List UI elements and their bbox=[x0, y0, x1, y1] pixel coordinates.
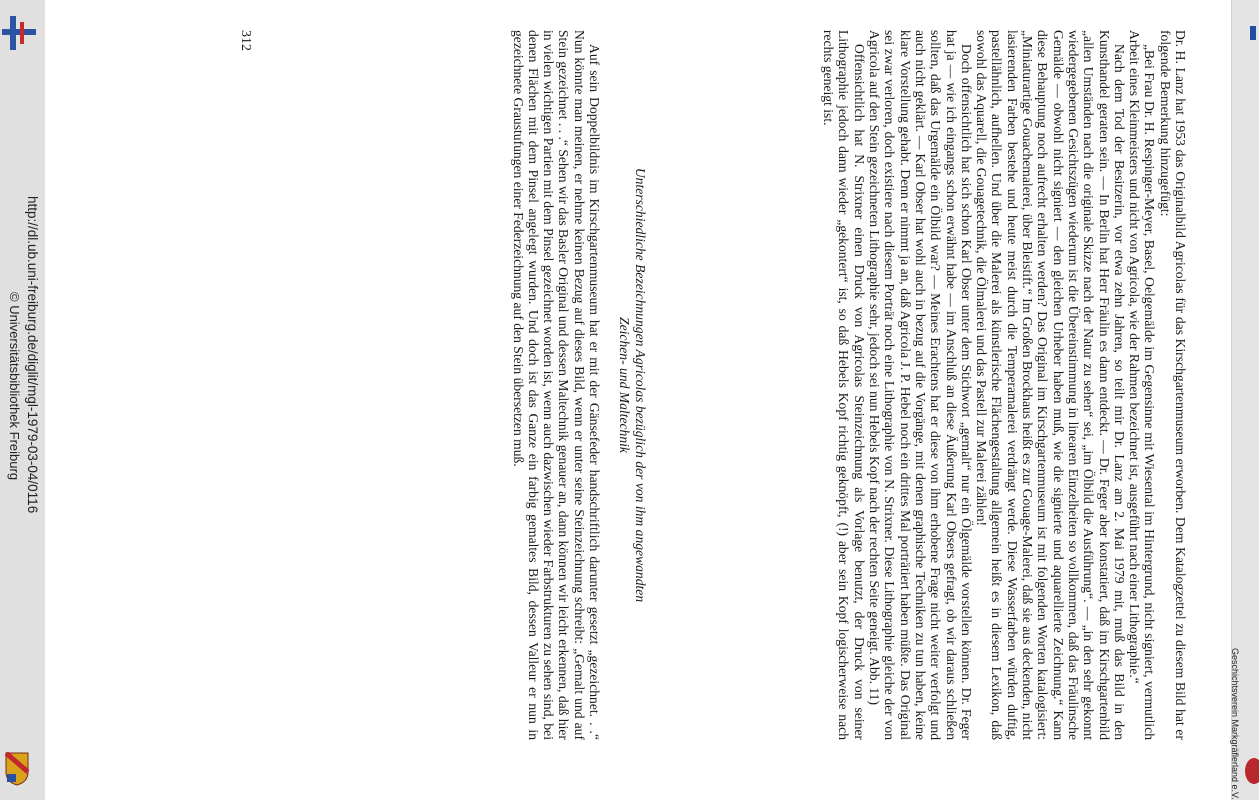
paragraph-1: Dr. H. Lanz hat 1953 das Originalbild Agricolas für das Kirschgartenmuseum erworben. Dem Katalogzettel zu diesem Bild hat er folgende Bemerkung hinzugefügt: bbox=[1157, 30, 1188, 740]
paragraph-2: „Bei Frau Dr. H. Respinger-Meyer, Basel, Oelgemälde im Gegensinne mit Wiesental im Hintergrund, nicht signiert, vermutlich Arbeit eines Kleinmeisters und nicht von Agricola, wie der Rahmen bezeichnet ist, ausgeführt nach einer Lithographie.“ bbox=[1127, 30, 1158, 740]
section-heading bbox=[616, 30, 648, 740]
paragraph-4: Doch offensichtlich hat sich schon Karl Obser unter dem Stichwort „gemalt“ nur ein Ölgemälde vorstellen können. Dr. Feger hat ja — wie ich eingangs schon erwähnt habe — im Anschluß an diese Äußerung Karl Obsers gefragt, ob wir daraus schließen sollten, daß das Urgemälde ein Ölbild war? — Meines Erachtens hat er diese von ihm erhobene Frage nicht weiter verfolgt und auch nicht geklärt. — Karl Obser hat wohl auch in bezug auf die Vorgänge, mit denen graphische Techniken zu tun haben, keine klare Vorstellung gehabt. Denn er nimmt ja an, daß Agricola J. P. Hebel noch ein drittes Mal porträtiert haben müßte. Das Original sei zwar verloren, doch existiere nach diesem Porträt noch eine Lithographie von N. Strixner. Diese Lithographie gleiche der von Agricola auf den Stein gezeichneten Lithographie sehr, jedoch sei nun Hebels Kopf nach der rechten Seite geneigt. Abb. 11) bbox=[867, 30, 974, 740]
copyright-text: © Universitätsbibliothek Freiburg bbox=[7, 292, 22, 481]
section-heading-line1: Unterschiedliche Bezeichnungen Agricolas bezüglich der von ihm angewandten bbox=[633, 167, 648, 603]
crest-icon bbox=[5, 752, 29, 786]
library-logo-icon bbox=[2, 16, 36, 50]
document-url[interactable]: http://dl.ub.uni-freiburg.de/diglit/mgl-1979-03-04/0116 bbox=[25, 196, 40, 514]
society-logo-icon bbox=[1245, 758, 1259, 784]
society-label: Geschichtsverein Markgräflerland e.V. bbox=[1230, 648, 1240, 800]
section-heading-line2: Zeichen- und Maltechnik bbox=[617, 317, 632, 453]
page-content-rotated bbox=[188, 30, 1188, 740]
paragraph-3: Nach dem Tod der Besitzerin, vor etwa zehn Jahren, so teilt mir Dr. Lanz am 2. Mai 1979 mit, muß das Bild in den Kunsthandel geraten sein. — In Berlin hat Herr Fräulin es dann entdeckt. — Dr. Feger aber konstatiert, daß im Kirschgartenbild „allen Umständen nach die originale Skizze nach der Natur zu sehen“ sei, „im Ölbild die Ausführung“. — „in den sehr gekonnt wiedergegebenen Gesichtszügen wiederum ist die Übereinstimmung in linearen Einzelheiten so vollkommen, daß das Fräulinsche Gemälde — obwohl nicht signiert — den gleichen Urheber haben muß, wie die signierte und aquarellierte Zeichnung.“ Kann diese Behauptung noch aufrecht erhalten werden? Das Original im Kirschgartenmuseum ist mit folgenden Worten katalogisiert: „Miniaturartige Gouachemalerei, über Bleistift.“ Im Großen Brockhaus heißt es zur Gouage-Malerei, daß sie aus deckenden, nicht lasierenden Farben bestehe und heute meist durch die Temperamalerei verdrängt werde. Diese Wasserfarben würden duftig, pastellähnlich, aufhellen. Und über die Malerei als künstlerische Flächengestaltung allgemein heißt es in diesem Lexikon, daß sowohl das Aquarell, die Gouagetechnik, die Ölmalerei und das Pastell zur Malerei zählen! bbox=[974, 30, 1127, 740]
page-number: 312 bbox=[238, 30, 253, 51]
right-marker-icon bbox=[1250, 26, 1256, 40]
paragraph-section: Auf sein Doppelbildnis im Kirschgartenmuseum hat er mit der Gänsefeder handschriftlich darunter gesetzt „gezeichnet. . .“ Nun könnte man meinen, er nehme keinen Bezug auf dieses Bild, wenn er unter seine Steinzeichnung schreibt: „Gemalt und auf Stein gezeichnet . . .“ Sehen wir das Basler Original und dessen Maltechnik genauer an, dann können wir leicht erkennen, daß hier in vielen wichtigen Partien mit dem Pinsel gezeichnet worden ist, wenn auch dazwischen wieder Farbstrukturen zu sehen sind, bei denen Flächen mit dem Pinsel angelegt wurden. Und doch ist das Ganze ein farbig gemaltes Bild, dessen Valleur er nun in gezeichnete Graustufungen einer Federzeichnung auf den Stein übersetzen muß. bbox=[510, 30, 602, 740]
document-page bbox=[45, 0, 1231, 800]
paragraph-5: Offensichtlich hat N. Strixner einen Druck von Agricolas Steinzeichnung als Vorlage benutzt, der Druck von seiner Lithographie jedoch dann wieder „gekontert“ ist, so daß Hebels Kopf richtig geknöpft, (!) aber sein Kopf logischerweise nach rechts geneigt ist. bbox=[821, 30, 867, 740]
